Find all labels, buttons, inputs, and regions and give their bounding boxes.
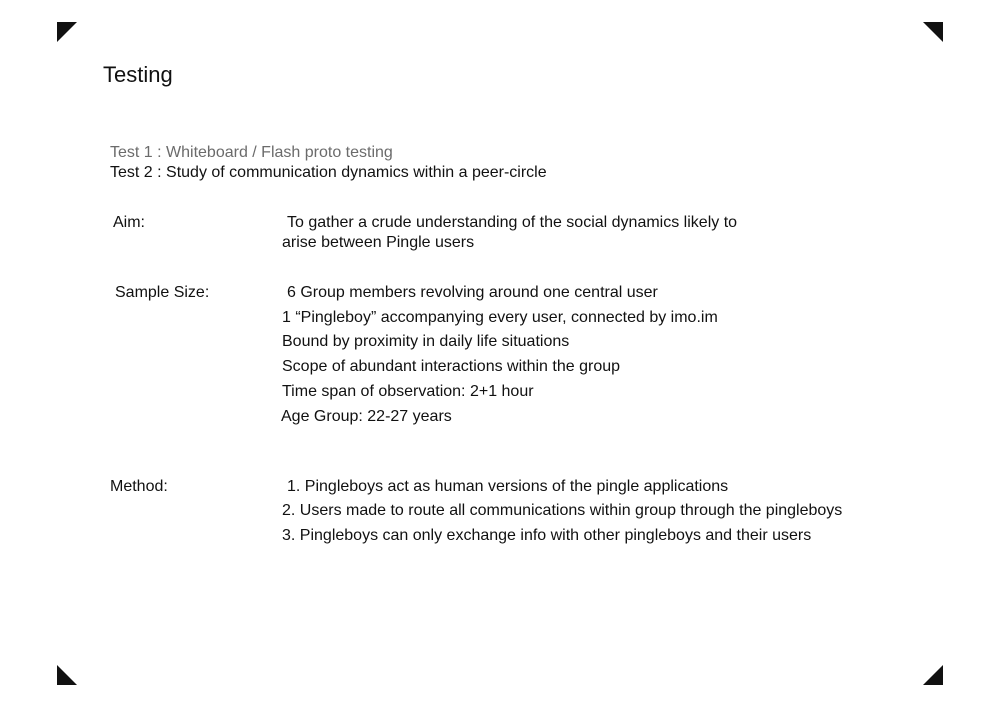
method-label: Method: <box>110 478 168 495</box>
corner-mark-bottom-left <box>57 665 77 685</box>
sample-size-line-2: 1 “Pingleboy” accompanying every user, connected by imo.im <box>282 309 718 326</box>
method-line-2: 2. Users made to route all communications within group through the pingleboys <box>282 502 843 519</box>
method-line-3: 3. Pingleboys can only exchange info with other pingleboys and their users <box>282 527 812 544</box>
aim-label: Aim: <box>113 214 145 231</box>
sample-size-line-1: 6 Group members revolving around one central user <box>287 284 658 301</box>
aim-line-2: arise between Pingle users <box>282 234 475 251</box>
aim-line-1: To gather a crude understanding of the social dynamics likely to <box>287 214 738 231</box>
test-2-line: Test 2 : Study of communication dynamics within a peer-circle <box>110 164 547 181</box>
sample-size-line-3: Bound by proximity in daily life situations <box>282 333 570 350</box>
corner-mark-top-left <box>57 22 77 42</box>
sample-size-label: Sample Size: <box>115 284 210 301</box>
page-title: Testing <box>103 62 173 87</box>
sample-size-line-5: Time span of observation: 2+1 hour <box>282 383 534 400</box>
corner-mark-bottom-right <box>923 665 943 685</box>
sample-size-line-4: Scope of abundant interactions within the group <box>282 358 621 375</box>
method-line-1: 1. Pingleboys act as human versions of the pingle applications <box>287 478 729 495</box>
corner-mark-top-right <box>923 22 943 42</box>
test-1-line: Test 1 : Whiteboard / Flash proto testing <box>110 144 393 161</box>
sample-size-line-6: Age Group: 22-27 years <box>281 408 452 425</box>
